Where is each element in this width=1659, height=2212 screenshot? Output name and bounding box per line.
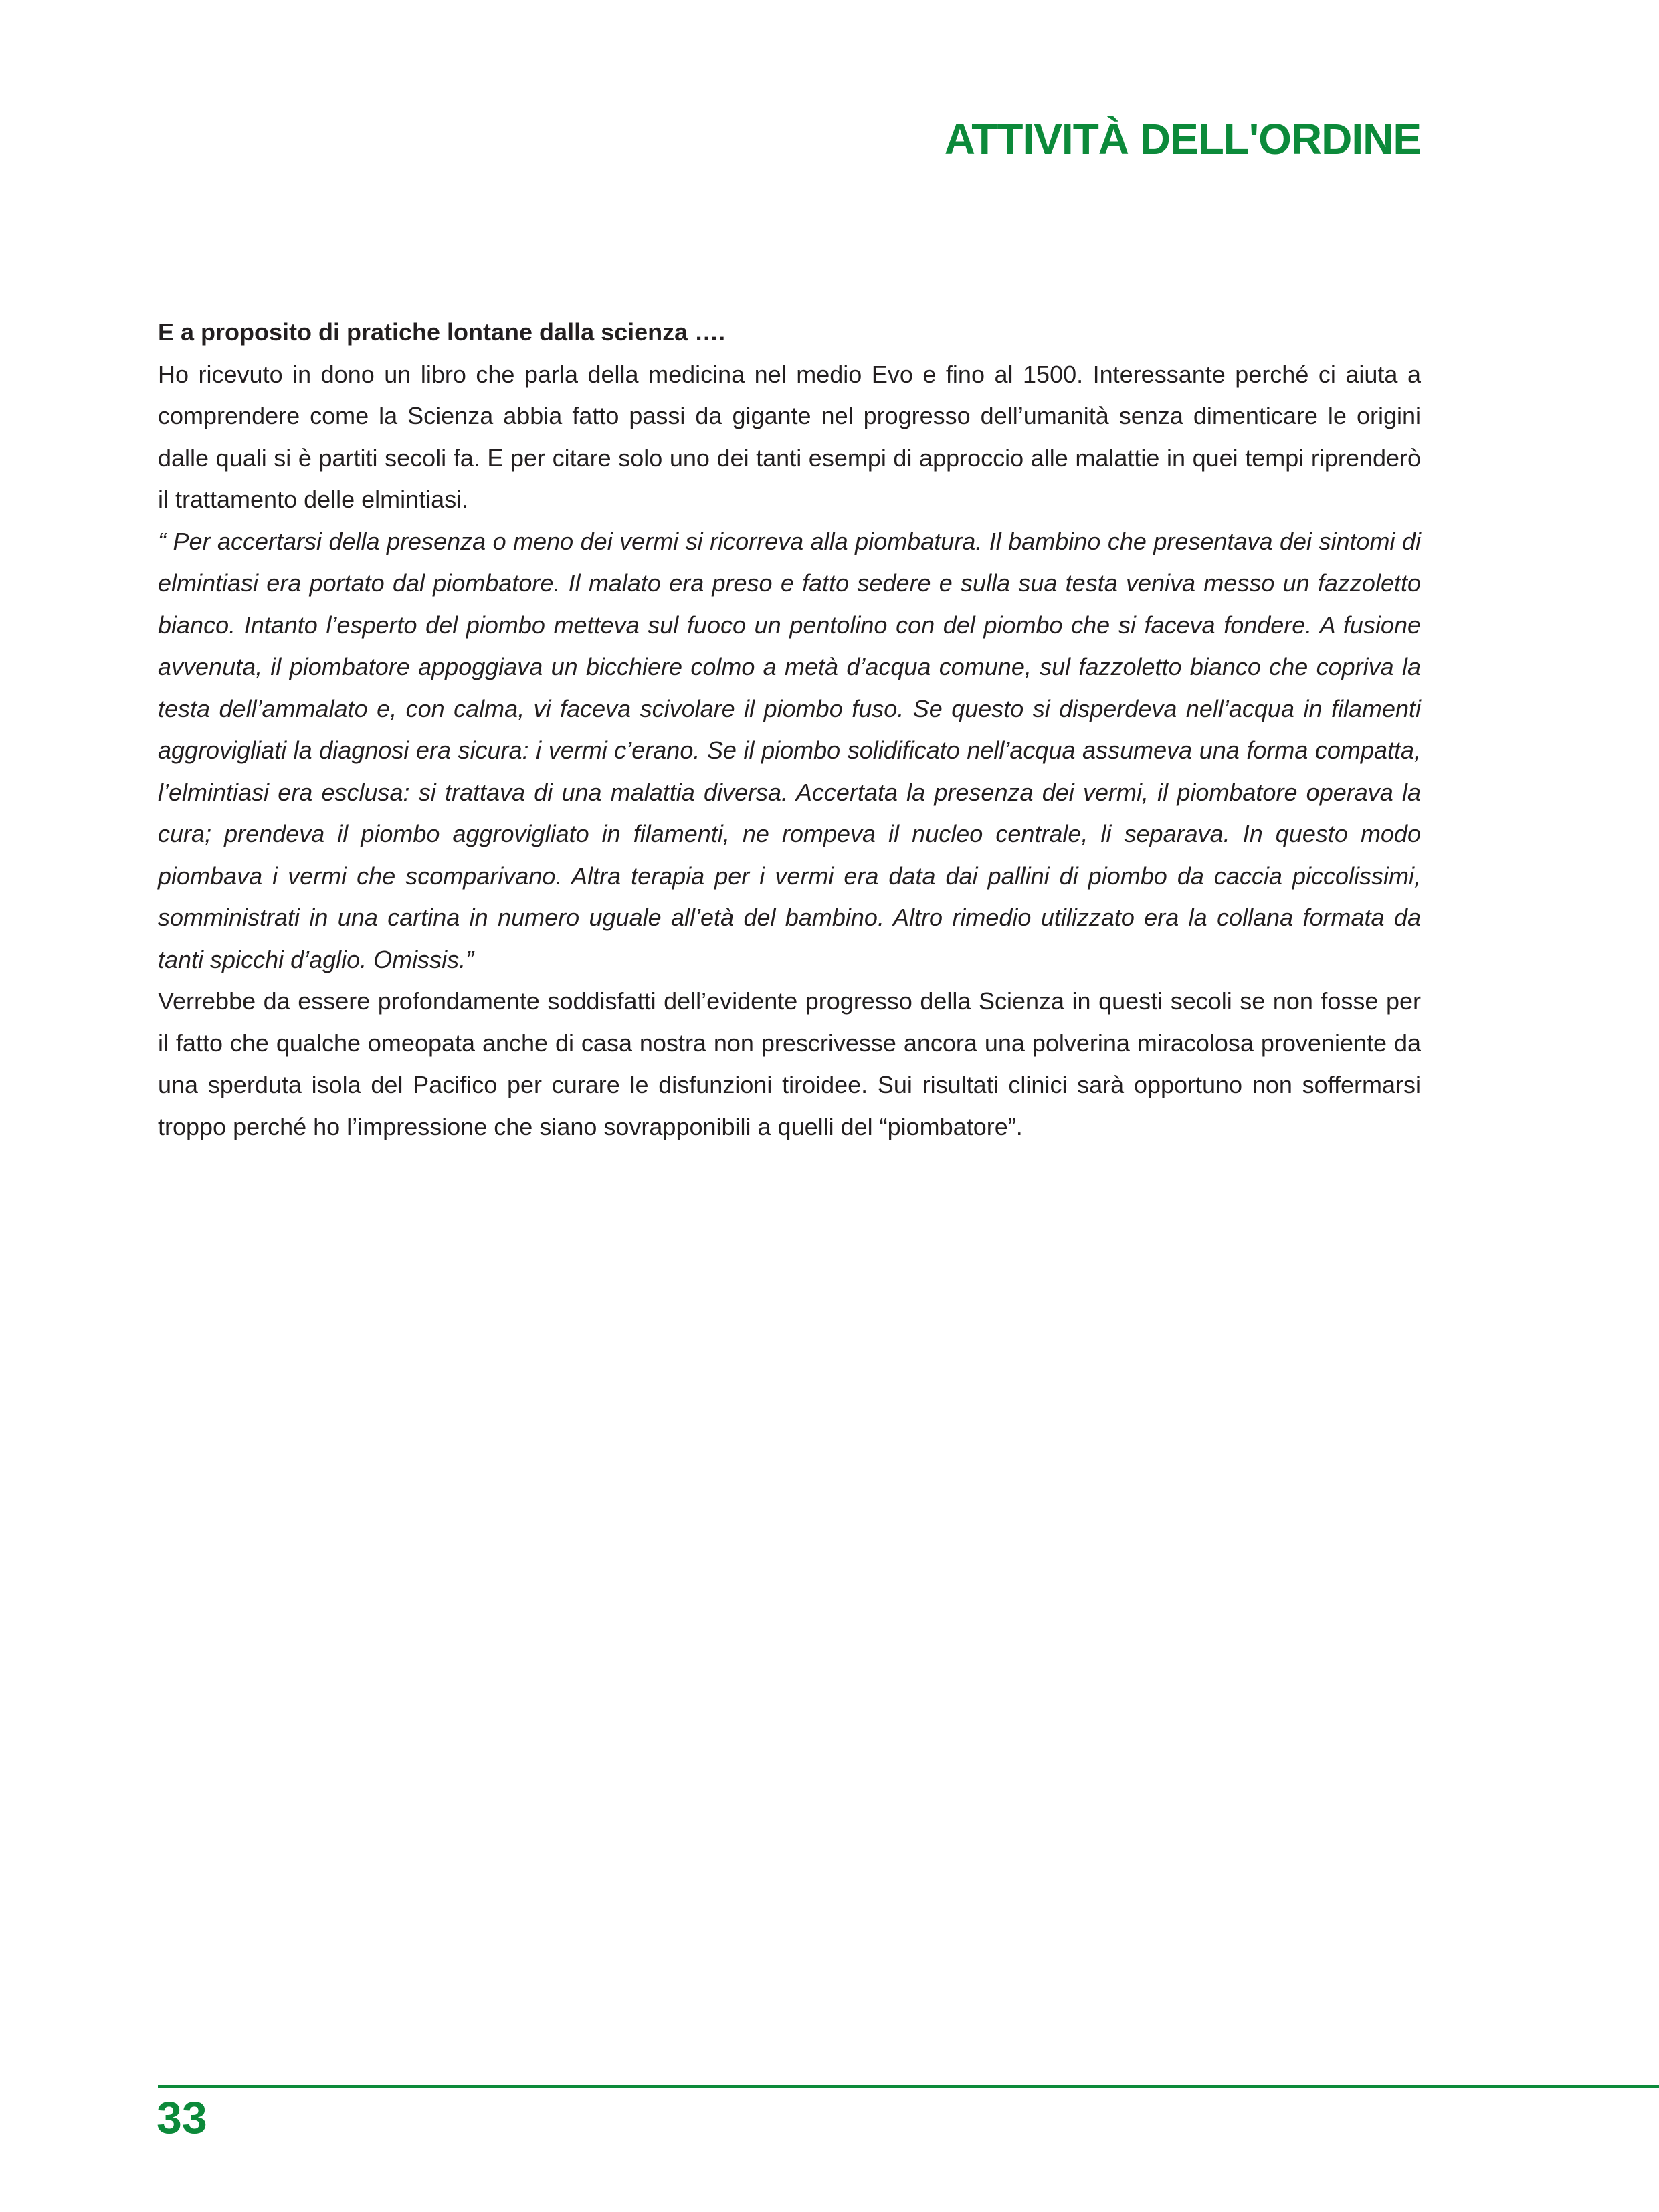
intro-paragraph: Ho ricevuto in dono un libro che parla della medicina nel medio Evo e fino al 1500. Interessante perché ci aiuta a comprendere come la Scienza abbia fatto passi da gigante nel progresso dell’umanità senza dimenticare le origini dalle quali si è partiti secoli fa. E per citare solo uno dei tanti esempi di approccio alle malattie in quei tempi riprenderò il trattamento delle elmintiasi. <box>158 360 1421 513</box>
section-title: ATTIVITÀ DELL'ORDINE <box>944 115 1421 163</box>
footer-divider <box>158 2085 1659 2088</box>
article-body <box>158 312 1421 1148</box>
page-number: 33 <box>157 2092 207 2143</box>
quoted-passage: “ Per accertarsi della presenza o meno dei vermi si ricorreva alla piombatura. Il bambino che presentava dei sintomi di elmintiasi era portato dal piombatore. Il malato era preso e fatto sedere e sulla sua testa veniva messo un fazzoletto bianco. Intanto l’esperto del piombo metteva sul fuoco un pentolino con del piombo che si faceva fondere. A fusione avvenuta, il piombatore appoggiava un bicchiere colmo a metà d’acqua comune, sul fazzoletto bianco che copriva la testa dell’ammalato e, con calma, vi faceva scivolare il piombo fuso. Se questo si disperdeva nell’acqua in filamenti aggrovigliati la diagnosi era sicura: i vermi c’erano. Se il piombo solidificato nell’acqua assumeva una forma compatta, l’elmintiasi era esclusa: si trattava di una malattia diversa. Accertata la presenza dei vermi, il piombatore operava la cura; prendeva il piombo aggrovigliato in filamenti, ne rompeva il nucleo centrale, li separava. In questo modo piombava i vermi che scomparivano. Altra terapia per i vermi era data dai pallini di piombo da caccia piccolissimi, somministrati in una cartina in numero uguale all’età del bambino. Altro rimedio utilizzato era la collana formata da tanti spicchi d’aglio. Omissis.” <box>158 527 1421 973</box>
conclusion-paragraph: Verrebbe da essere profondamente soddisfatti dell’evidente progresso della Scienza in questi secoli se non fosse per il fatto che qualche omeopata anche di casa nostra non prescrivesse ancora una polverina miracolosa proveniente da una sperduta isola del Pacifico per curare le disfunzioni tiroidee. Sui risultati clinici sarà opportuno non soffermarsi troppo perché ho l’impressione che siano sovrapponibili a quelli del “piombatore”. <box>158 987 1421 1140</box>
article-heading: E a proposito di pratiche lontane dalla scienza …. <box>158 318 726 346</box>
